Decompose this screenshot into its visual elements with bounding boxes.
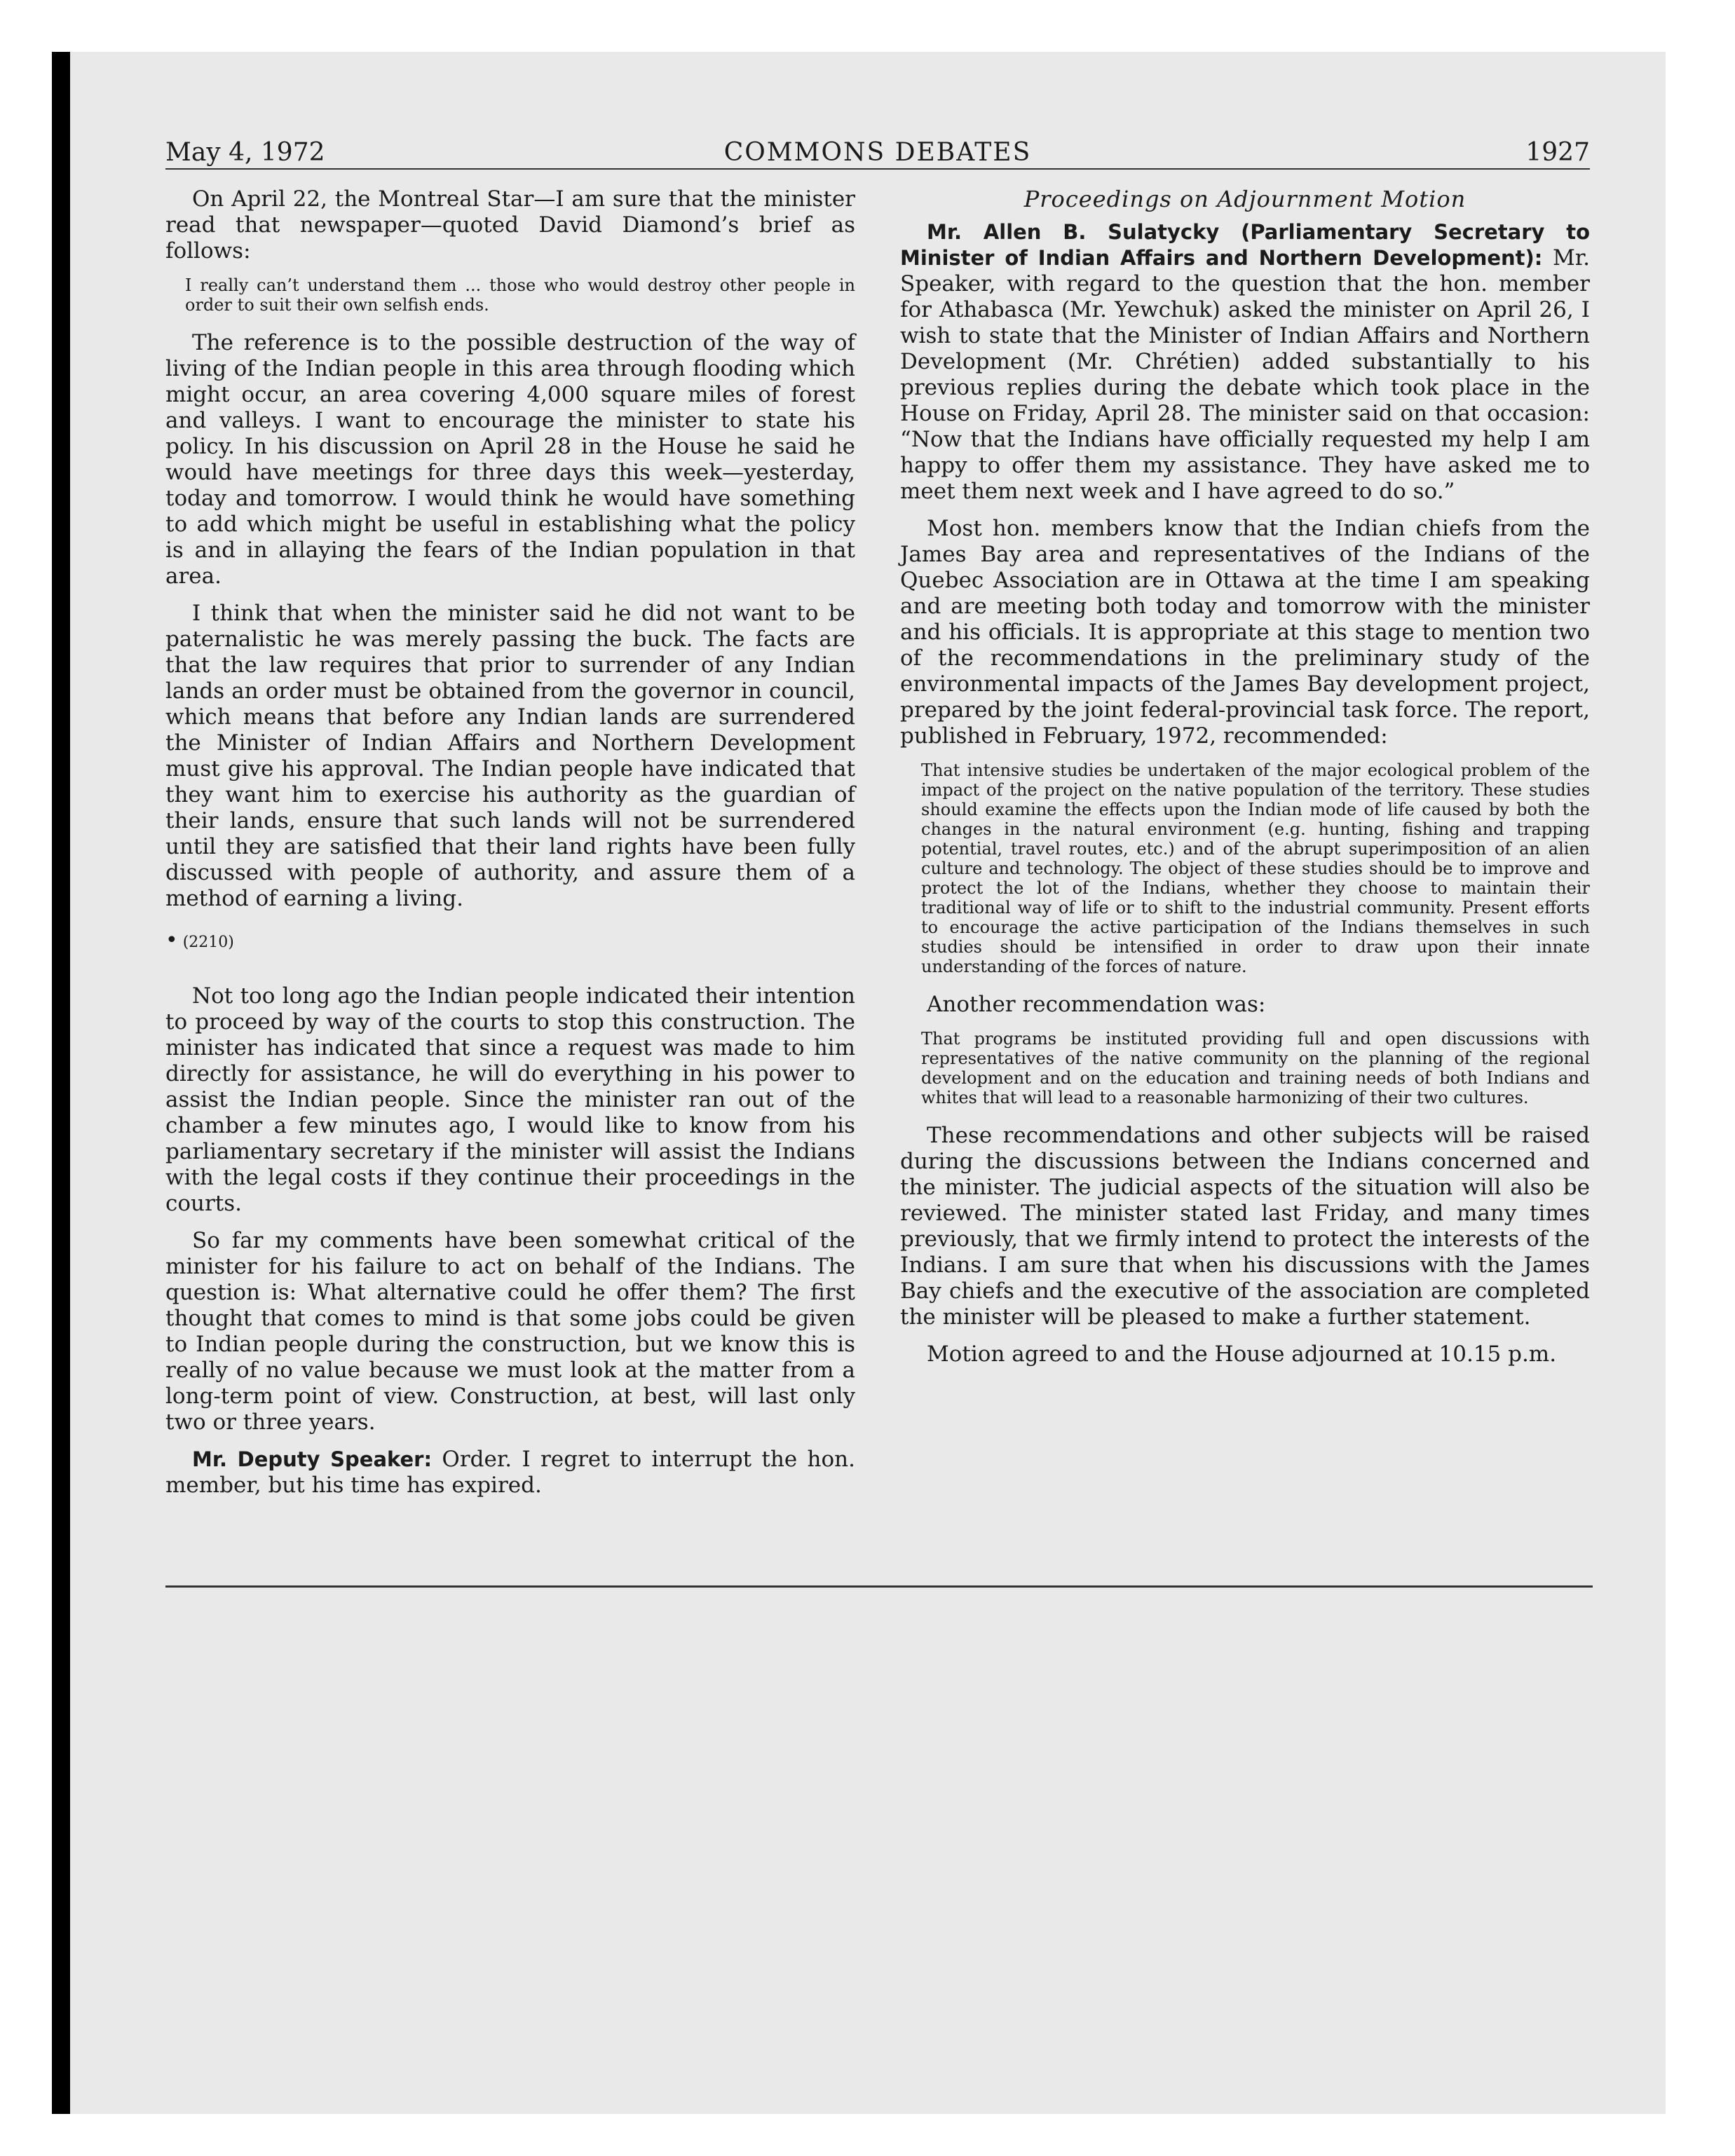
- speaker-name: Mr. Allen B. Sulatycky (Parliamentary Secretary to Minister of Indian Affairs and Northern Development):: [900, 220, 1590, 270]
- speech-text: Order. I regret to interrupt the hon. member, but his time has expired.: [165, 1447, 855, 1498]
- paragraph: Not too long ago the Indian people indicated their intention to proceed by way of the courts to stop this construction. The minister has indicated that since a request was made to him directly for assistance, he will do everything in his power to assist the Indian people. Since the minister ran out of the chamber a few minutes ago, I would like to know from his parliamentary secretary if the minister will assist the Indians with the legal costs if they continue their proceedings in the courts.: [165, 983, 855, 1216]
- page-header: [165, 137, 1590, 168]
- speaker-paragraph: [165, 1447, 855, 1499]
- speaker-name: Mr. Deputy Speaker:: [192, 1447, 433, 1471]
- time-marker-label: (2210): [182, 934, 234, 951]
- paragraph: I think that when the minister said he did not want to be paternalistic he was merely passing the buck. The facts are that the law requires that prior to surrender of any Indian lands an order must be obtained from the governor in council, which means that before any Indian lands are surrendered the Minister of Indian Affairs and Northern Development must give his approval. The Indian people have indicated that they want him to exercise his authority as the guardian of their lands, ensure that such lands will not be surrendered until they are satisfied that their land rights have been fully discussed with people of authority, and assure them of a method of earning a living.: [165, 601, 855, 911]
- paragraph: Another recommendation was:: [927, 992, 1266, 1017]
- bullet-icon: •: [165, 928, 178, 953]
- paragraph: So far my comments have been somewhat critical of the minister for his failure to act on behalf of the Indians. The question is: What alternative could he offer them? The first thought that comes to mind is that some jobs could be given to Indian people during the construction, but we know this is really of no value because we must look at the matter from a long-term point of view. Construction, at best, will last only two or three years.: [165, 1228, 855, 1435]
- paragraph: Most hon. members know that the Indian chiefs from the James Bay area and representatives of the Indians of the Quebec Association are in Ottawa at the time I am speaking and are meeting both today and tomorrow with the minister and his officials. It is appropriate at this stage to mention two of the recommendations in the preliminary study of the environmental impacts of the James Bay development project, prepared by the joint federal-provincial task force. The report, published in February, 1972, recommended:: [900, 516, 1590, 749]
- paragraph: On April 22, the Montreal Star—I am sure that the minister read that newspaper—quoted David Diamond’s brief as follows:: [165, 186, 855, 264]
- binding-edge: [52, 52, 70, 2114]
- header-date: May 4, 1972: [165, 138, 325, 167]
- header-title: COMMONS DEBATES: [723, 138, 1032, 167]
- speech-text: Mr. Speaker, with regard to the question that the hon. member for Athabasca (Mr. Yewchuk) asked the minister on April 26, I wish to state that the Minister of Indian Affairs and Northern Development (Mr. Chrétien) added substantially to his previous replies during the debate which took place in the House on Friday, April 28. The minister said on that occasion: “Now that the Indians have officially requested my help I am happy to offer them my assistance. They have asked me to meet them next week and I have agreed to do so.”: [900, 245, 1590, 504]
- section-title: Proceedings on Adjournment Motion: [1023, 186, 1467, 212]
- paragraph: These recommendations and other subjects will be raised during the discussions between the Indians concerned and the minister. The judicial aspects of the situation will also be reviewed. The minister stated last Friday, and many times previously, that we firmly intend to protect the interests of the Indians. I am sure that when his discussions with the James Bay chiefs and the executive of the association are completed the minister will be pleased to make a further statement.: [900, 1123, 1590, 1330]
- left-column: [165, 186, 855, 1510]
- right-column: [900, 186, 1590, 1379]
- time-marker: [165, 927, 855, 955]
- block-quote: I really can’t understand them ... those who would destroy other people in order to suit their own selfish ends.: [185, 275, 855, 315]
- block-quote: That programs be instituted providing full and open discussions with representatives of the native community on the planning of the regional development and on the education and training needs of both Indians and whites that will lead to a reasonable harmonizing of their two cultures.: [921, 1029, 1590, 1107]
- speaker-paragraph: [900, 219, 1590, 505]
- paragraph: Motion agreed to and the House adjourned at 10.15 p.m.: [927, 1342, 1557, 1367]
- footer-rule: [165, 1585, 1593, 1588]
- paragraph: The reference is to the possible destruction of the way of living of the Indian people in this area through flooding which might occur, an area covering 4,000 square miles of forest and valleys. I want to encourage the minister to state his policy. In his discussion on April 28 in the House he said he would have meetings for three days this week—yesterday, today and tomorrow. I would think he would have something to add which might be useful in establishing what the policy is and in allaying the fears of the Indian population in that area.: [165, 330, 855, 589]
- header-rule: [165, 168, 1590, 170]
- page-number: 1927: [1525, 138, 1590, 167]
- block-quote: That intensive studies be undertaken of the major ecological problem of the impact of the project on the native population of the territory. These studies should examine the effects upon the Indian mode of life caused by both the changes in the natural environment (e.g. hunting, fishing and trapping potential, travel routes, etc.) and of the abrupt superimposition of an alien culture and technology. The object of these studies should be to improve and protect the lot of the Indians, whether they choose to maintain their traditional way of life or to shift to the industrial community. Present efforts to encourage the active participation of the Indians themselves in such studies should be intensified in order to draw upon their innate understanding of the forces of nature.: [921, 760, 1590, 976]
